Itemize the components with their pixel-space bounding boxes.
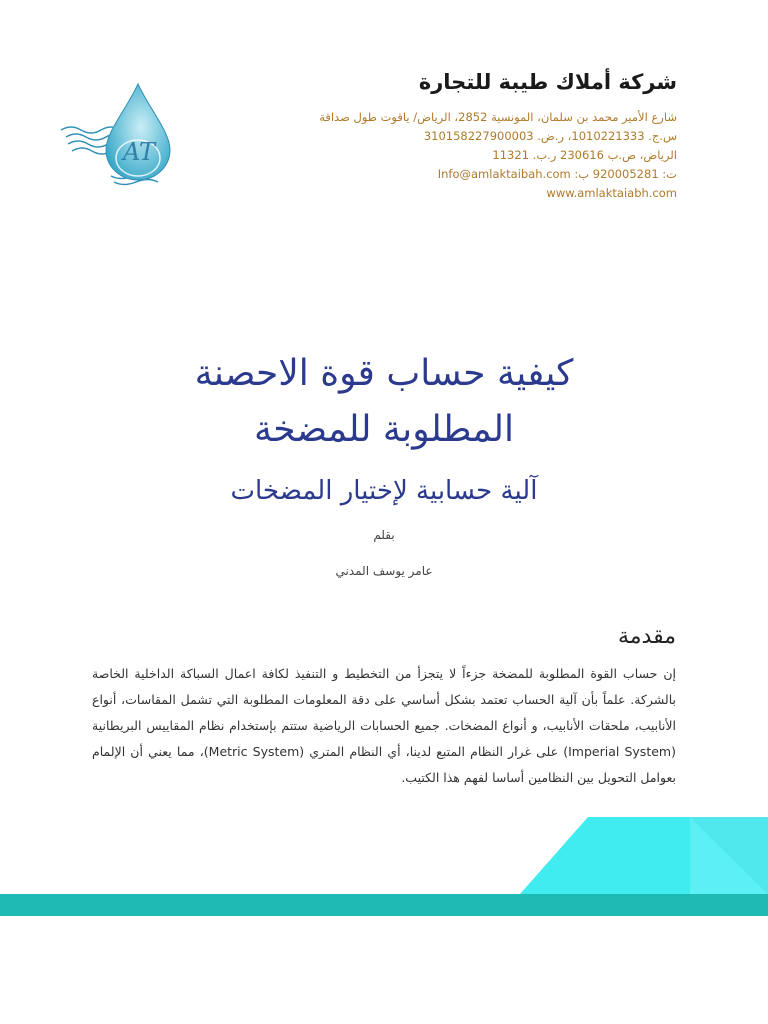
company-website[interactable]: www.amlaktaiabh.com bbox=[546, 186, 677, 200]
company-registration: س.ج. 1010221333، ر.ض. 310158227900003 bbox=[423, 129, 677, 143]
company-po-box: الرياض، ص.ب 230616 ر.ب. 11321 bbox=[492, 148, 677, 162]
document-subtitle: آلية حسابية لإختيار المضخات bbox=[230, 476, 538, 506]
decorative-footer-shapes bbox=[0, 800, 768, 930]
teal-band bbox=[0, 894, 768, 916]
logo-monogram: AT bbox=[122, 138, 156, 166]
company-header bbox=[217, 70, 677, 203]
document-title-block bbox=[0, 346, 768, 578]
company-contact: ت: 920005281 ب: Info@amlaktaibah.com bbox=[437, 167, 677, 181]
introduction-heading: مقدمة bbox=[617, 624, 676, 649]
introduction-paragraph: إن حساب القوة المطلوبة للمضخة جزءاً لا يتجزأ من التخطيط و التنفيذ لكافة اعمال السباكة الداخلية الخاصة بالشركة. علماً بأن آلية الحساب تعتمد بشكل أساسي على دقة المعلومات المطلوبة التي تشمل المقاسات، أنواع الأنابيب، ملحقات الأنابيب، و أنواع المضخات. جميع الحسابات الرياضية ستتم بإستخدام نظام المقاييس البريطانية (Imperial System) على غرار النظام المتبع لدينا، أي النظام المتري (Metric System)، مما يعني أن الإلمام بعوامل التحويل بين النظامين أساسا لفهم هذا الكتيب. bbox=[92, 666, 676, 785]
company-address: شارع الأمير محمد بن سلمان، المونسية 2852، الرياض/ ياقوت طول صداقة bbox=[319, 110, 677, 124]
document-title-line-1: كيفية حساب قوة الاحصنة bbox=[194, 353, 574, 394]
cyan-shape-left bbox=[520, 817, 690, 894]
document-title-line-2: المطلوبة للمضخة bbox=[253, 409, 515, 450]
introduction-section bbox=[92, 624, 676, 791]
by-label: بقلم bbox=[373, 528, 395, 542]
company-logo bbox=[56, 80, 186, 195]
author-name: عامر يوسف المدني bbox=[335, 564, 433, 578]
company-name: شركة أملاك طيبة للتجارة bbox=[418, 70, 677, 94]
